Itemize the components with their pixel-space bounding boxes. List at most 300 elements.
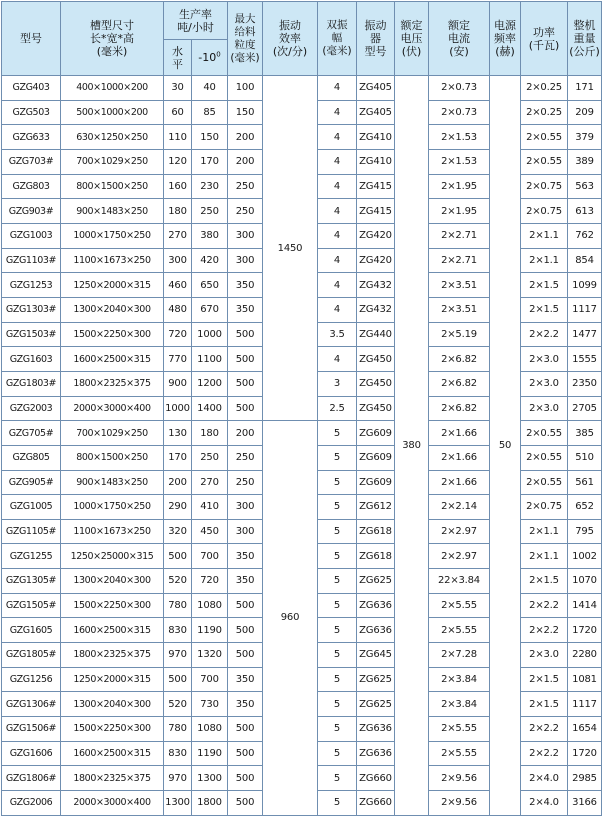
cell-current: 2×6.82 xyxy=(429,396,490,421)
cell-capacity-horizontal: 970 xyxy=(164,766,192,791)
cell-current: 2×2.97 xyxy=(429,519,490,544)
cell-amplitude: 5 xyxy=(318,593,357,618)
cell-weight: 379 xyxy=(568,125,602,150)
cell-frequency: 50 xyxy=(490,76,521,816)
cell-current: 2×5.19 xyxy=(429,322,490,347)
cell-trough-size: 1800×2325×375 xyxy=(61,371,164,396)
cell-amplitude: 4 xyxy=(318,297,357,322)
cell-current: 2×3.84 xyxy=(429,692,490,717)
cell-current: 2×7.28 xyxy=(429,643,490,668)
cell-amplitude: 4 xyxy=(318,273,357,298)
cell-current: 2×0.73 xyxy=(429,76,490,101)
header-vibrator-line1: 振动 xyxy=(364,19,387,32)
cell-weight: 762 xyxy=(568,223,602,248)
header-capacity-incline-degree: 0 xyxy=(216,50,221,59)
cell-power: 2×1.5 xyxy=(521,667,568,692)
cell-model: GZG1803# xyxy=(2,371,61,396)
cell-model: GZG1805# xyxy=(2,643,61,668)
cell-capacity-horizontal: 1300 xyxy=(164,791,192,816)
cell-weight: 795 xyxy=(568,519,602,544)
cell-model: GZG1303# xyxy=(2,297,61,322)
cell-weight: 1414 xyxy=(568,593,602,618)
cell-weight: 563 xyxy=(568,174,602,199)
cell-weight: 2705 xyxy=(568,396,602,421)
cell-vibrator: ZG660 xyxy=(357,766,395,791)
cell-power: 2×4.0 xyxy=(521,791,568,816)
cell-capacity-incline: 1080 xyxy=(192,593,228,618)
cell-max-feed: 500 xyxy=(228,347,263,372)
cell-trough-size: 1000×1750×250 xyxy=(61,223,164,248)
cell-current: 2×0.73 xyxy=(429,100,490,125)
cell-model: GZG2003 xyxy=(2,396,61,421)
cell-power: 2×0.75 xyxy=(521,495,568,520)
cell-model: GZG1603 xyxy=(2,347,61,372)
cell-capacity-horizontal: 120 xyxy=(164,149,192,174)
cell-max-feed: 200 xyxy=(228,149,263,174)
cell-vibrator: ZG645 xyxy=(357,643,395,668)
cell-capacity-incline: 450 xyxy=(192,519,228,544)
header-weight-line2: 重量 xyxy=(573,32,596,45)
cell-vibrator: ZG432 xyxy=(357,273,395,298)
cell-current: 2×1.66 xyxy=(429,421,490,446)
cell-trough-size: 900×1483×250 xyxy=(61,199,164,224)
cell-amplitude: 5 xyxy=(318,667,357,692)
cell-trough-size: 700×1029×250 xyxy=(61,149,164,174)
cell-max-feed: 500 xyxy=(228,643,263,668)
cell-trough-size: 1000×1750×250 xyxy=(61,495,164,520)
cell-trough-size: 1250×2000×315 xyxy=(61,273,164,298)
cell-power: 2×3.0 xyxy=(521,371,568,396)
table-body xyxy=(2,76,602,816)
header-current-line1: 额定 xyxy=(448,19,470,32)
cell-vib-freq: 1450 xyxy=(263,76,318,421)
cell-model: GZG1806# xyxy=(2,766,61,791)
cell-trough-size: 1100×1673×250 xyxy=(61,248,164,273)
cell-weight: 2985 xyxy=(568,766,602,791)
cell-capacity-incline: 170 xyxy=(192,149,228,174)
cell-capacity-incline: 380 xyxy=(192,223,228,248)
cell-model: GZG2006 xyxy=(2,791,61,816)
cell-max-feed: 350 xyxy=(228,667,263,692)
cell-max-feed: 200 xyxy=(228,125,263,150)
cell-model: GZG1606 xyxy=(2,741,61,766)
spec-table xyxy=(1,1,602,816)
cell-current: 2×6.82 xyxy=(429,371,490,396)
cell-current: 2×6.82 xyxy=(429,347,490,372)
cell-power: 2×2.2 xyxy=(521,618,568,643)
cell-trough-size: 500×1000×200 xyxy=(61,100,164,125)
cell-trough-size: 1100×1673×250 xyxy=(61,519,164,544)
cell-vibrator: ZG410 xyxy=(357,149,395,174)
cell-capacity-incline: 1000 xyxy=(192,322,228,347)
header-vib-freq-line1: 振动 xyxy=(279,19,301,32)
cell-weight: 1070 xyxy=(568,569,602,594)
header-weight xyxy=(568,2,602,76)
cell-model: GZG1256 xyxy=(2,667,61,692)
header-max-feed-line1: 最大 xyxy=(234,12,256,25)
cell-capacity-horizontal: 900 xyxy=(164,371,192,396)
cell-model: GZG403 xyxy=(2,76,61,101)
cell-power: 2×1.5 xyxy=(521,297,568,322)
cell-model: GZG1305# xyxy=(2,569,61,594)
cell-amplitude: 4 xyxy=(318,125,357,150)
cell-capacity-incline: 410 xyxy=(192,495,228,520)
cell-capacity-incline: 1100 xyxy=(192,347,228,372)
cell-capacity-horizontal: 780 xyxy=(164,717,192,742)
header-voltage xyxy=(395,2,429,76)
cell-weight: 613 xyxy=(568,199,602,224)
cell-amplitude: 5 xyxy=(318,519,357,544)
cell-vibrator: ZG609 xyxy=(357,470,395,495)
cell-vibrator: ZG405 xyxy=(357,76,395,101)
cell-amplitude: 5 xyxy=(318,495,357,520)
cell-power: 2×2.2 xyxy=(521,593,568,618)
cell-vibrator: ZG415 xyxy=(357,174,395,199)
cell-max-feed: 350 xyxy=(228,273,263,298)
cell-trough-size: 1500×2250×300 xyxy=(61,322,164,347)
cell-vibrator: ZG450 xyxy=(357,371,395,396)
cell-amplitude: 5 xyxy=(318,421,357,446)
header-model: 型号 xyxy=(2,2,61,76)
cell-power: 2×0.25 xyxy=(521,76,568,101)
cell-trough-size: 1250×25000×315 xyxy=(61,544,164,569)
header-power-line1: 功率 xyxy=(533,25,555,39)
header-trough-size-line1: 槽型尺寸 xyxy=(90,19,134,32)
cell-vibrator: ZG625 xyxy=(357,667,395,692)
cell-current: 2×3.51 xyxy=(429,297,490,322)
cell-model: GZG1605 xyxy=(2,618,61,643)
cell-capacity-incline: 650 xyxy=(192,273,228,298)
cell-capacity-horizontal: 1000 xyxy=(164,396,192,421)
cell-power: 2×3.0 xyxy=(521,396,568,421)
cell-trough-size: 900×1483×250 xyxy=(61,470,164,495)
cell-vibrator: ZG618 xyxy=(357,519,395,544)
header-capacity-incline xyxy=(192,40,228,76)
cell-model: GZG1506# xyxy=(2,717,61,742)
cell-current: 2×9.56 xyxy=(429,791,490,816)
cell-power: 2×3.0 xyxy=(521,643,568,668)
cell-max-feed: 350 xyxy=(228,569,263,594)
header-amplitude-line3: (毫米) xyxy=(322,45,352,57)
cell-current: 2×5.55 xyxy=(429,618,490,643)
cell-capacity-horizontal: 180 xyxy=(164,199,192,224)
cell-capacity-incline: 180 xyxy=(192,421,228,446)
cell-amplitude: 5 xyxy=(318,643,357,668)
cell-current: 2×1.66 xyxy=(429,470,490,495)
cell-vibrator: ZG636 xyxy=(357,717,395,742)
cell-trough-size: 1300×2040×300 xyxy=(61,692,164,717)
cell-trough-size: 700×1029×250 xyxy=(61,421,164,446)
cell-power: 2×1.1 xyxy=(521,248,568,273)
header-weight-line3: (公斤) xyxy=(569,45,600,58)
cell-vibrator: ZG432 xyxy=(357,297,395,322)
cell-amplitude: 2.5 xyxy=(318,396,357,421)
cell-capacity-incline: 270 xyxy=(192,470,228,495)
cell-power: 2×0.55 xyxy=(521,445,568,470)
cell-weight: 1099 xyxy=(568,273,602,298)
cell-capacity-incline: 1200 xyxy=(192,371,228,396)
header-power xyxy=(521,2,568,76)
header-trough-size xyxy=(61,2,164,76)
header-voltage-line3: (伏) xyxy=(401,45,422,58)
cell-capacity-horizontal: 460 xyxy=(164,273,192,298)
cell-model: GZG1253 xyxy=(2,273,61,298)
cell-capacity-horizontal: 780 xyxy=(164,593,192,618)
cell-weight: 1477 xyxy=(568,322,602,347)
cell-max-feed: 250 xyxy=(228,445,263,470)
cell-current: 2×2.71 xyxy=(429,223,490,248)
header-weight-line1: 整机 xyxy=(573,19,596,32)
cell-capacity-horizontal: 270 xyxy=(164,223,192,248)
cell-capacity-incline: 1400 xyxy=(192,396,228,421)
cell-current: 2×1.53 xyxy=(429,125,490,150)
cell-capacity-horizontal: 830 xyxy=(164,618,192,643)
cell-amplitude: 4 xyxy=(318,199,357,224)
cell-power: 2×2.2 xyxy=(521,741,568,766)
cell-power: 2×1.1 xyxy=(521,544,568,569)
cell-vibrator: ZG609 xyxy=(357,445,395,470)
cell-capacity-horizontal: 970 xyxy=(164,643,192,668)
header-max-feed-line3: 粒度 xyxy=(234,38,256,51)
cell-capacity-incline: 1800 xyxy=(192,791,228,816)
cell-max-feed: 300 xyxy=(228,519,263,544)
cell-vibrator: ZG450 xyxy=(357,347,395,372)
cell-vib-freq: 960 xyxy=(263,421,318,816)
cell-model: GZG805 xyxy=(2,445,61,470)
cell-model: GZG1103# xyxy=(2,248,61,273)
cell-vibrator: ZG660 xyxy=(357,791,395,816)
cell-capacity-incline: 230 xyxy=(192,174,228,199)
table-header xyxy=(2,2,602,76)
cell-current: 2×5.55 xyxy=(429,717,490,742)
cell-current: 2×2.14 xyxy=(429,495,490,520)
cell-current: 2×3.51 xyxy=(429,273,490,298)
header-current xyxy=(429,2,490,76)
cell-current: 2×2.71 xyxy=(429,248,490,273)
cell-power: 2×0.75 xyxy=(521,199,568,224)
cell-max-feed: 350 xyxy=(228,297,263,322)
cell-capacity-horizontal: 60 xyxy=(164,100,192,125)
cell-capacity-incline: 1190 xyxy=(192,741,228,766)
header-max-feed-line4: (毫米) xyxy=(230,51,260,64)
header-capacity-incline-value: -10 xyxy=(198,51,217,64)
cell-model: GZG903# xyxy=(2,199,61,224)
cell-weight: 1555 xyxy=(568,347,602,372)
cell-model: GZG1255 xyxy=(2,544,61,569)
cell-model: GZG803 xyxy=(2,174,61,199)
header-trough-size-line2: 长*宽*高 xyxy=(90,32,134,45)
cell-amplitude: 5 xyxy=(318,445,357,470)
cell-capacity-incline: 700 xyxy=(192,544,228,569)
cell-weight: 652 xyxy=(568,495,602,520)
cell-trough-size: 630×1250×250 xyxy=(61,125,164,150)
cell-model: GZG905# xyxy=(2,470,61,495)
cell-trough-size: 800×1500×250 xyxy=(61,445,164,470)
cell-max-feed: 500 xyxy=(228,396,263,421)
cell-trough-size: 1600×2500×315 xyxy=(61,618,164,643)
header-frequency-line2: 频率 xyxy=(494,32,516,45)
cell-vibrator: ZG609 xyxy=(357,421,395,446)
header-voltage-line2: 电压 xyxy=(400,32,423,45)
cell-max-feed: 250 xyxy=(228,174,263,199)
cell-capacity-incline: 250 xyxy=(192,199,228,224)
header-capacity-line1: 生产率 xyxy=(179,7,212,21)
cell-vibrator: ZG636 xyxy=(357,618,395,643)
cell-max-feed: 500 xyxy=(228,791,263,816)
cell-current: 2×5.55 xyxy=(429,741,490,766)
cell-max-feed: 250 xyxy=(228,199,263,224)
cell-capacity-incline: 720 xyxy=(192,569,228,594)
cell-capacity-incline: 670 xyxy=(192,297,228,322)
cell-current: 2×3.84 xyxy=(429,667,490,692)
cell-capacity-horizontal: 200 xyxy=(164,470,192,495)
cell-model: GZG705# xyxy=(2,421,61,446)
cell-power: 2×0.55 xyxy=(521,470,568,495)
header-trough-size-line3: (毫米) xyxy=(96,45,128,58)
header-capacity-line2: 吨/小时 xyxy=(177,20,214,34)
cell-capacity-incline: 420 xyxy=(192,248,228,273)
cell-weight: 1720 xyxy=(568,741,602,766)
cell-max-feed: 300 xyxy=(228,495,263,520)
cell-amplitude: 5 xyxy=(318,717,357,742)
cell-current: 2×9.56 xyxy=(429,766,490,791)
cell-capacity-incline: 1320 xyxy=(192,643,228,668)
cell-weight: 385 xyxy=(568,421,602,446)
cell-capacity-incline: 250 xyxy=(192,445,228,470)
cell-capacity-incline: 1190 xyxy=(192,618,228,643)
cell-trough-size: 1300×2040×300 xyxy=(61,569,164,594)
cell-vibrator: ZG636 xyxy=(357,593,395,618)
cell-power: 2×2.2 xyxy=(521,322,568,347)
cell-capacity-horizontal: 520 xyxy=(164,569,192,594)
cell-model: GZG1003 xyxy=(2,223,61,248)
cell-weight: 1081 xyxy=(568,667,602,692)
cell-max-feed: 500 xyxy=(228,322,263,347)
header-max-feed xyxy=(228,2,263,76)
cell-trough-size: 1250×2000×315 xyxy=(61,667,164,692)
cell-max-feed: 300 xyxy=(228,248,263,273)
cell-amplitude: 4 xyxy=(318,223,357,248)
table-row xyxy=(2,76,602,101)
cell-capacity-incline: 150 xyxy=(192,125,228,150)
cell-voltage: 380 xyxy=(395,76,429,816)
cell-capacity-horizontal: 320 xyxy=(164,519,192,544)
cell-trough-size: 1300×2040×300 xyxy=(61,297,164,322)
header-voltage-line1: 额定 xyxy=(400,19,423,32)
header-vib-freq xyxy=(263,2,318,76)
cell-model: GZG1503# xyxy=(2,322,61,347)
cell-power: 2×3.0 xyxy=(521,347,568,372)
cell-capacity-horizontal: 300 xyxy=(164,248,192,273)
header-capacity-horizontal xyxy=(164,40,192,76)
cell-weight: 854 xyxy=(568,248,602,273)
cell-weight: 561 xyxy=(568,470,602,495)
cell-weight: 1720 xyxy=(568,618,602,643)
header-frequency-line3: (赫) xyxy=(495,45,515,58)
cell-capacity-incline: 1300 xyxy=(192,766,228,791)
cell-capacity-horizontal: 130 xyxy=(164,421,192,446)
cell-capacity-horizontal: 500 xyxy=(164,667,192,692)
cell-capacity-incline: 1080 xyxy=(192,717,228,742)
cell-model: GZG503 xyxy=(2,100,61,125)
cell-max-feed: 500 xyxy=(228,593,263,618)
cell-weight: 209 xyxy=(568,100,602,125)
cell-trough-size: 400×1000×200 xyxy=(61,76,164,101)
header-capacity-horizontal-line1: 水 xyxy=(172,44,183,58)
cell-capacity-horizontal: 110 xyxy=(164,125,192,150)
cell-max-feed: 350 xyxy=(228,692,263,717)
cell-vibrator: ZG636 xyxy=(357,741,395,766)
cell-max-feed: 500 xyxy=(228,371,263,396)
cell-model: GZG1306# xyxy=(2,692,61,717)
cell-model: GZG703# xyxy=(2,149,61,174)
cell-capacity-horizontal: 830 xyxy=(164,741,192,766)
cell-power: 2×1.1 xyxy=(521,519,568,544)
cell-vibrator: ZG420 xyxy=(357,223,395,248)
header-frequency-line1: 电源 xyxy=(494,19,516,32)
header-vib-freq-line3: (次/分) xyxy=(272,45,308,58)
cell-current: 2×2.97 xyxy=(429,544,490,569)
cell-capacity-incline: 730 xyxy=(192,692,228,717)
cell-max-feed: 500 xyxy=(228,618,263,643)
header-vibrator-line3: 型号 xyxy=(364,45,387,58)
cell-weight: 171 xyxy=(568,76,602,101)
cell-vibrator: ZG625 xyxy=(357,692,395,717)
cell-current: 2×1.95 xyxy=(429,199,490,224)
cell-weight: 3166 xyxy=(568,791,602,816)
cell-trough-size: 2000×3000×400 xyxy=(61,791,164,816)
header-capacity xyxy=(164,2,228,40)
cell-current: 2×5.55 xyxy=(429,593,490,618)
cell-capacity-horizontal: 720 xyxy=(164,322,192,347)
cell-power: 2×0.55 xyxy=(521,421,568,446)
header-amplitude xyxy=(318,2,357,76)
cell-vibrator: ZG415 xyxy=(357,199,395,224)
cell-amplitude: 5 xyxy=(318,618,357,643)
header-current-line2: 电流 xyxy=(448,32,470,45)
cell-capacity-incline: 700 xyxy=(192,667,228,692)
cell-amplitude: 5 xyxy=(318,569,357,594)
cell-amplitude: 4 xyxy=(318,100,357,125)
cell-amplitude: 5 xyxy=(318,544,357,569)
cell-trough-size: 1800×2325×375 xyxy=(61,643,164,668)
cell-current: 2×1.66 xyxy=(429,445,490,470)
cell-model: GZG1105# xyxy=(2,519,61,544)
cell-capacity-horizontal: 520 xyxy=(164,692,192,717)
cell-vibrator: ZG625 xyxy=(357,569,395,594)
cell-max-feed: 300 xyxy=(228,223,263,248)
cell-model: GZG1005 xyxy=(2,495,61,520)
cell-max-feed: 200 xyxy=(228,421,263,446)
cell-vibrator: ZG405 xyxy=(357,100,395,125)
cell-amplitude: 5 xyxy=(318,741,357,766)
cell-max-feed: 150 xyxy=(228,100,263,125)
header-amplitude-line2: 幅 xyxy=(331,32,343,44)
cell-power: 2×0.25 xyxy=(521,100,568,125)
cell-vibrator: ZG410 xyxy=(357,125,395,150)
cell-trough-size: 1800×2325×375 xyxy=(61,766,164,791)
cell-max-feed: 500 xyxy=(228,717,263,742)
cell-capacity-horizontal: 500 xyxy=(164,544,192,569)
cell-capacity-horizontal: 170 xyxy=(164,445,192,470)
cell-capacity-horizontal: 770 xyxy=(164,347,192,372)
cell-weight: 1117 xyxy=(568,692,602,717)
cell-trough-size: 1500×2250×300 xyxy=(61,717,164,742)
header-max-feed-line2: 给料 xyxy=(234,25,256,38)
cell-capacity-horizontal: 480 xyxy=(164,297,192,322)
header-vibrator-line2: 器 xyxy=(370,32,381,45)
cell-amplitude: 3.5 xyxy=(318,322,357,347)
